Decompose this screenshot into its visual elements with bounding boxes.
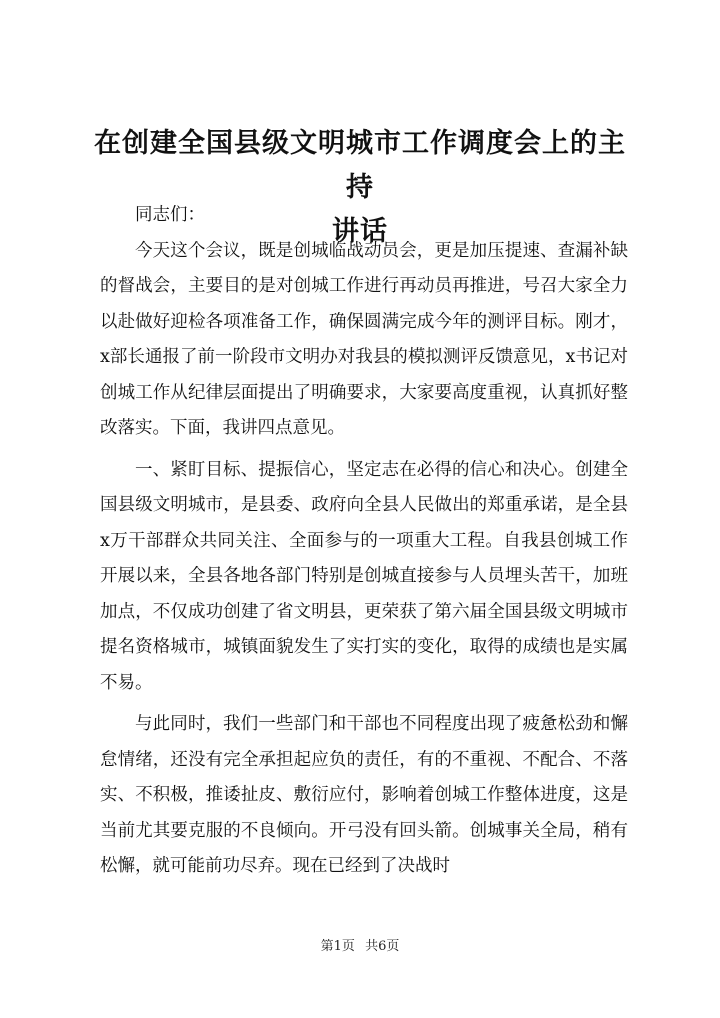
title-line-1: 在创建全国县级文明城市工作调度会上的主持 — [94, 128, 626, 203]
title-line-2: 讲话 — [332, 216, 388, 247]
document-body — [100, 198, 628, 885]
page-number: 第1页 — [320, 939, 355, 954]
paragraph-continuation: 与此同时，我们一些部门和干部也不同程度出现了疲惫松劲和懈怠情绪，还没有完全承担起应负的责任，有的不重视、不配合、不落实、不积极，推诿扯皮、敷衍应付，影响着创城工作整体进度，这是当前尤其要克服的不良倾向。开弓没有回头箭。创城事关全局，稍有松懈，就可能前功尽弃。现在已经到了决战时 — [100, 714, 628, 876]
paragraph-point-one: 一、紧盯目标、提振信心，坚定志在必得的信心和决心。创建全国县级文明城市，是县委、政府向全县人民做出的郑重承诺，是全县x万干部群众共同关注、全面参与的一项重大工程。自我县创城工作开展以来，全县各地各部门特别是创城直接参与人员埋头苦干，加班加点，不仅成功创建了省文明县，更荣获了第六届全国县级文明城市提名资格城市，城镇面貌发生了实打实的变化，取得的成绩也是实属不易。 — [100, 459, 628, 693]
paragraph-opening: 今天这个会议，既是创城临战动员会，更是加压提速、查漏补缺的督战会，主要目的是对创城工作进行再动员再推进，号召大家全力以赴做好迎检各项准备工作，确保圆满完成今年的测评目标。刚才，x部长通报了前一阶段市文明办对我县的模拟测评反馈意见，x书记对创城工作从纪律层面提出了明确要求，大家要高度重视，认真抓好整改落实。下面，我讲四点意见。 — [100, 240, 628, 438]
salutation: 同志们： — [135, 205, 205, 225]
page-footer — [0, 938, 720, 956]
page-total: 共6页 — [365, 939, 400, 954]
